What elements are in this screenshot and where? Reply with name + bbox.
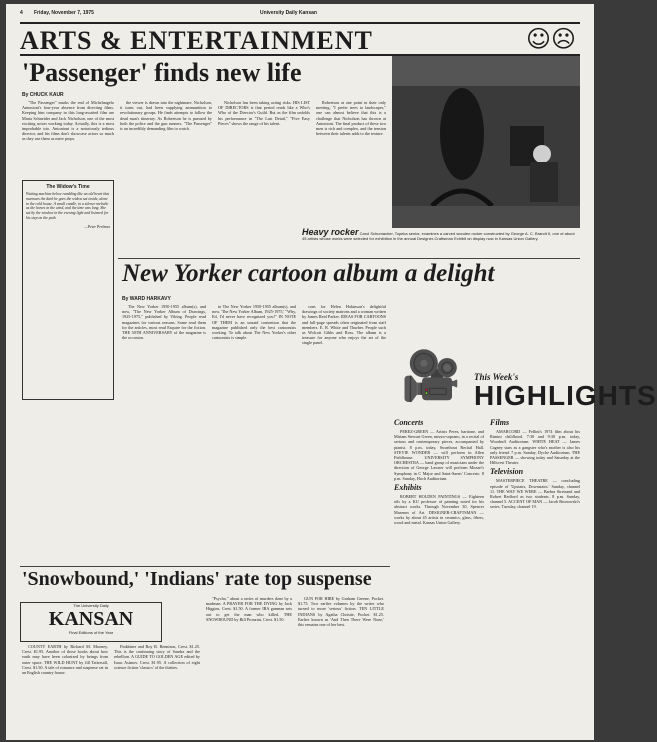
cartoon-column-2 [212,304,296,562]
kansan-name: KANSAN [48,608,134,630]
films-text: AMARCORD — Fellini's 1974 film about his Rimini childhood. 7:30 and 9:30 p.m. today, Woodruff Auditorium. WHITE HEAT — James Cagney stars as a gangster who's mother is also his only friend. 7 p.m. Sunday, Dyche Auditorium. THE PASSENGER — showing today and Saturday at the Hillcrest Theater. [490,429,580,466]
divider [118,258,580,259]
snowbound-text-3: "Psycho," about a series of murders done by a madman. A PRAYER FOR THE DYING by Jack Higgins, Crest. $1.50. A former IRA gunman sets out to get the man who killed. THE SNOWBOUND by Bill Pronzini, Crest. $1.50. [206,596,292,622]
kansan-top: The University Daily [73,603,109,608]
exhibits-heading: Exhibits [394,483,422,493]
snowbound-column-4 [298,596,384,740]
story-box-author: —Peter Perlman [84,224,110,229]
section-title: ARTS & ENTERTAINMENT [20,26,373,55]
story-box-text: Waiting machine below rumbling like an old heart that murmurs the dark he goes the widow sat inside, alone in the cold house. A small candle, in a silence melodic as the leaves in the wind, and the time was long. She sat by the window in the evening light and listened for his step on the path. [26,192,110,220]
exhibits-text: ROBERT HOLDEN PAINTINGS — Eighteen oils by a KU professor of painting noted for his abstract works. Through November 30, Spencer Museum of Art. DESIGNER-CRAFTSMAN — works by about 45 artists in ceramics, glass, fibers, wood and metal. Kansas Union Gallery. [394,494,484,526]
highlights-box [394,342,657,740]
passenger-text-4: Robertson at one point in their only meeting, "I prefer trees to landscapes," one can almost believe that this is a challenge that Nicholson has thrown at Antonioni. The final product of these two men is rich and complex, and the tension between their talents adds to the texture. [316,100,386,137]
highlights-title: HIGHLIGHTS [474,380,657,411]
section-banner [20,22,580,56]
page-header [20,10,580,20]
cartoon-text-1: The New Yorker 1950-1955 album(s), and now, "The New Yorker Album of Drawings, 1925-1975," published by Viking. People read magazines for various reasons. Some read them for the articles, most read Esquire for the fiction. THE 50TH ANNIVERSARY of the magazine is the occasion. [122,304,206,341]
photo-caption: Carol Schumacher, Topeka senior, examines a carved wooden rocker constructed by George A. C. Brandt II, one of about 45 artists whose works were selected for exhibition in the annual Designer-Craftsman Exhibit on display now in Kansas Union Gallery. [302,231,575,241]
snowbound-column-3 [206,596,292,740]
passenger-byline: By CHUCK KAUR [22,92,64,98]
kansan-tag: Final Editions of the Year [68,630,114,635]
concerts-heading: Concerts [394,418,424,427]
passenger-headline: 'Passenger' finds new life [22,58,302,87]
highlights-column-1 [394,418,484,738]
snowbound-text-4: GUN FOR HIRE by Graham Greene, Pocket. $1.75. Two earlier volumes by the writer who turned to more 'serious' fiction. TEN LITTLE INDIANS by Agatha Christie, Pocket. $1.25. Earlier known as 'And Then There Were None,' this remains one of her best. [298,596,384,628]
page-date: Friday, November 7, 1975 [34,10,94,16]
snowbound-text-1: COUNTY EARTH by Richard M. Mooney, Crest. $1.95. Another of those books about how earth may have been colonized by beings from outer space. THE WILD HUNT by Jill Tattersall, Crest. $1.50. A tale of romance and suspense set in an English country house. [22,644,108,676]
snowbound-headline: 'Snowbound,' 'Indians' rate top suspense [22,568,372,590]
snowbound-column-2 [114,644,200,740]
tv-heading: Television [490,467,524,477]
concerts-text: PEREZ-GREEN — Artists Perez, baritone, and Miriam Stewart Green, mezzo-soprano, in a recital of serious and contemporary pieces, accompanied by pianist. 8 p.m. today, Swarthout Recital Hall. STEVIE WONDER — will perform in Allen Fieldhouse. UNIVERSITY SYMPHONY ORCHESTRA — band group of musicians under the direction of George Lawner will perform Mozart's Symphony in C Major and Saint-Saens' Concerto. 8 p.m. Sunday, Hoch Auditorium. [394,429,484,481]
cartoon-byline: By WARD HARKAVY [122,296,171,302]
film-camera-icon: 🎥 [401,348,461,404]
highlights-column-2 [490,418,580,738]
snowbound-text-2: Finkbiner and Roy R. Bennison, Crest. $1.25. This is the continuing story of Sandra and the rebellion. A GUIDE TO GOLDEN AGE edited by Isaac Asimov. Crest. $1.95. A collection of eight science fiction 'classics' of the thirties. [114,644,200,670]
tv-text: MASTERPIECE THEATRE — concluding episode of 'Upstairs, Downstairs.' Sunday, channel 11. THE WAY WE WERE — Barbra Streisand and Robert Redford as two students. 8 p.m. Sunday, channel 5. ACCENT OF MAN — Jacob Bronowski's series. Tuesday, channel 19. [490,478,580,510]
theater-masks-icon: ☺☹ [525,25,576,53]
kansan-logo-box [20,602,162,642]
cartoon-column-1 [122,304,206,562]
story-box [22,180,114,400]
divider [20,566,390,567]
cartoon-text-2: in The New Yorker 1950-1955 album(s), and now. 'The New Yorker Album, 1925-1975,' "Why, Ed, I'd never have recognized you!" IN NOTE OF THEM is an unsaid contention that the magazine published only the best cartoonists working. To talk about The New Yorker's other cartoonists is simple. [212,304,296,341]
passenger-text-2: the viewer is drawn into the nightmare. Nicholson, it turns out, had been supplying ammunition to revolutionary groups. He finds attempts to follow the dead man's itinerary. As Robertson he is pursued by both the police and the gun runners. "The Passenger" is an incredibly demanding film to watch. [120,100,212,132]
passenger-text-3: Nicholson has been taking acting risks. HIS LIST OF DIRECTORS is that period reads like a Who's Who of the Director's Guild. But as the film unfolds his performance in "The Last Detail," "Five Easy Pieces" shows the range of his talent. [218,100,310,126]
newspaper-page [6,4,657,740]
photo-caption-block [302,227,580,252]
passenger-text-1: "The Passenger" marks the end of Michelangelo Antonioni's four-year absence from directing films. Keeping him company in this long-awaited film are Maria Schneider and Jack Nicholson, one of the most exciting actors working today. Actually, this is a most improbable trio. Antonioni is a notoriously tedious director, and his films don't showcase actors so much as they use them as mere props. [22,100,114,142]
films-heading: Films [490,418,510,427]
story-box-title: The Widow's Time [46,184,90,190]
cartoon-text-3: cons for Helen Hokinson's delightful drawings of society matrons and a woman written by James Reid Parker. IDEAS FOR CARTOONS and full-page spreads often originated from staff members. E. B. White and Thurber. People such as Wolcott Gibbs and Ross. The album is a treasure for anyone who enjoys the art of the single panel. [302,304,386,346]
cartoon-column-3 [302,304,386,562]
snowbound-column-1 [22,644,108,740]
page-number: 4 [20,10,23,16]
passenger-column-1 [22,100,114,178]
paper-name: University Daily Kansan [260,10,317,16]
rocker-photo [392,56,580,228]
highlights-kicker: This Week's [474,372,519,382]
cartoon-headline: New Yorker cartoon album a delight [122,260,495,287]
rocker-photo-art [392,56,580,228]
photo-label: Heavy rocker [302,227,359,237]
